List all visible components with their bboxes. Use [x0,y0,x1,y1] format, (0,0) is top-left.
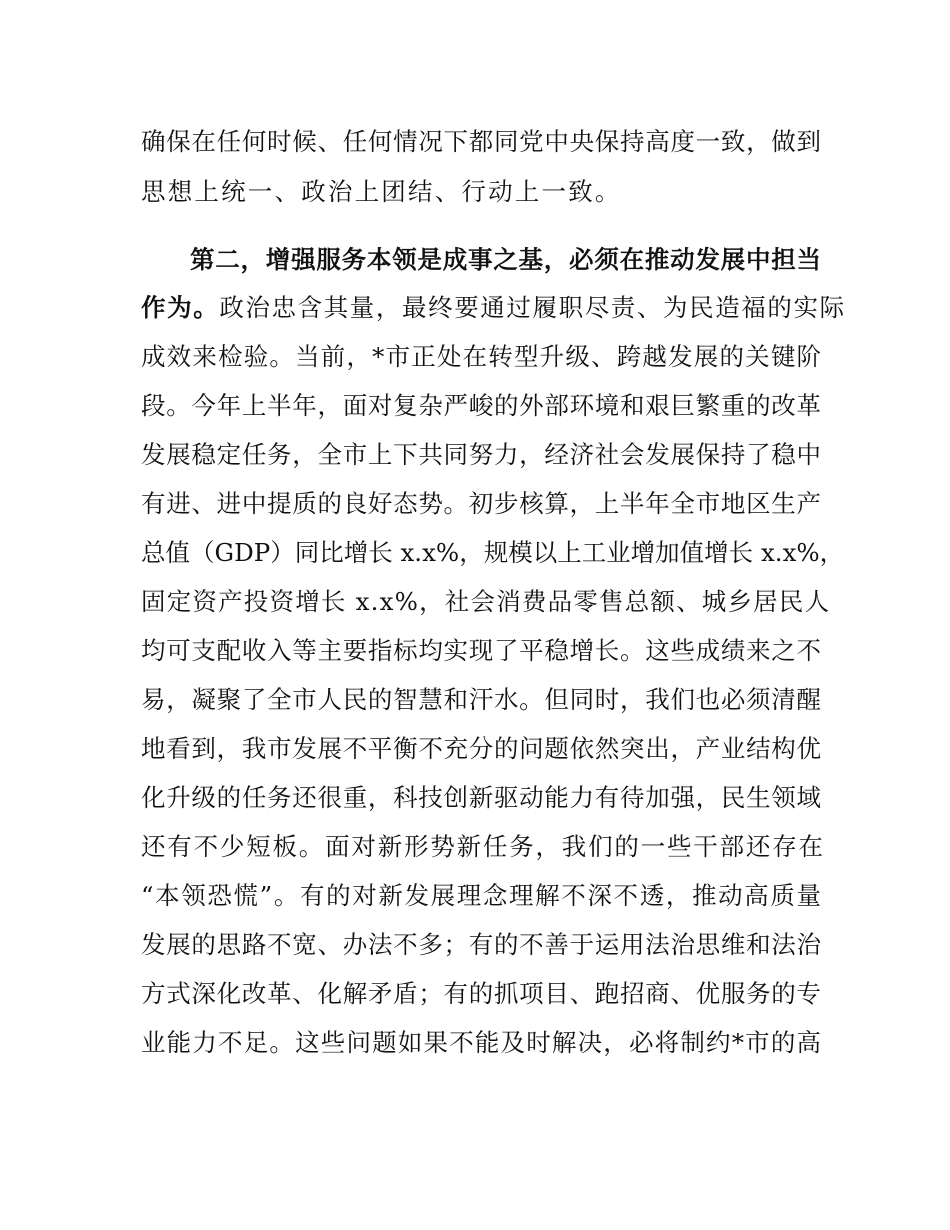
paragraph-2-line-7: 总值（GDP）同比增长 x.x%，规模以上工业增加值增长 x.x%， [141,538,845,567]
paragraph-2-line-16: 方式深化改革、化解矛盾；有的抓项目、跑招商、优服务的专 [141,979,821,1008]
paragraph-2-line-15: 发展的思路不宽、办法不多；有的不善于运用法治思维和法治 [141,930,821,959]
paragraph-2-line-17: 业能力不足。这些问题如果不能及时解决，必将制约*市的高 [141,1028,821,1057]
paragraph-2-line-3: 成效来检验。当前，*市正处在转型升级、跨越发展的关键阶 [141,342,821,371]
paragraph-2-line-2 [141,290,846,326]
paragraph-2-line-12: 化升级的任务还很重，科技创新驱动能力有待加强，民生领域 [141,783,821,812]
paragraph-2-heading-end: 作为。 [141,293,220,322]
paragraph-2-line-2-text: 政治忠含其量，最终要通过履职尽责、为民造福的实际 [219,293,846,322]
paragraph-2-line-6: 有进、进中提质的良好态势。初步核算，上半年全市地区生产 [141,489,821,518]
paragraph-2-line-8: 固定资产投资增长 x.x%，社会消费品零售总额、城乡居民人 [141,587,831,616]
paragraph-2-line-5: 发展稳定任务，全市上下共同努力，经济社会发展保持了稳中 [141,440,821,469]
paragraph-2-line-9: 均可支配收入等主要指标均实现了平稳增长。这些成绩来之不 [141,636,821,665]
paragraph-2-line-10: 易，凝聚了全市人民的智慧和汗水。但同时，我们也必须清醒 [141,685,821,714]
paragraph-2-line-14: “本领恐慌”。有的对新发展理念理解不深不透，推动高质量 [141,881,821,910]
paragraph-2-heading-line-1: 第二，增强服务本领是成事之基，必须在推动发展中担当 [190,245,821,274]
paragraph-2-line-11: 地看到，我市发展不平衡不充分的问题依然突出，产业结构优 [141,734,821,763]
paragraph-2-line-13: 还有不少短板。面对新形势新任务，我们的一些干部还存在 [141,832,825,861]
paragraph-1-line-2: 思想上统一、政治上团结、行动上一致。 [141,177,622,206]
paragraph-1-line-1: 确保在任何时候、任何情况下都同党中央保持高度一致，做到 [141,127,821,156]
paragraph-2-line-4: 段。今年上半年，面对复杂严峻的外部环境和艰巨繁重的改革 [141,391,821,420]
